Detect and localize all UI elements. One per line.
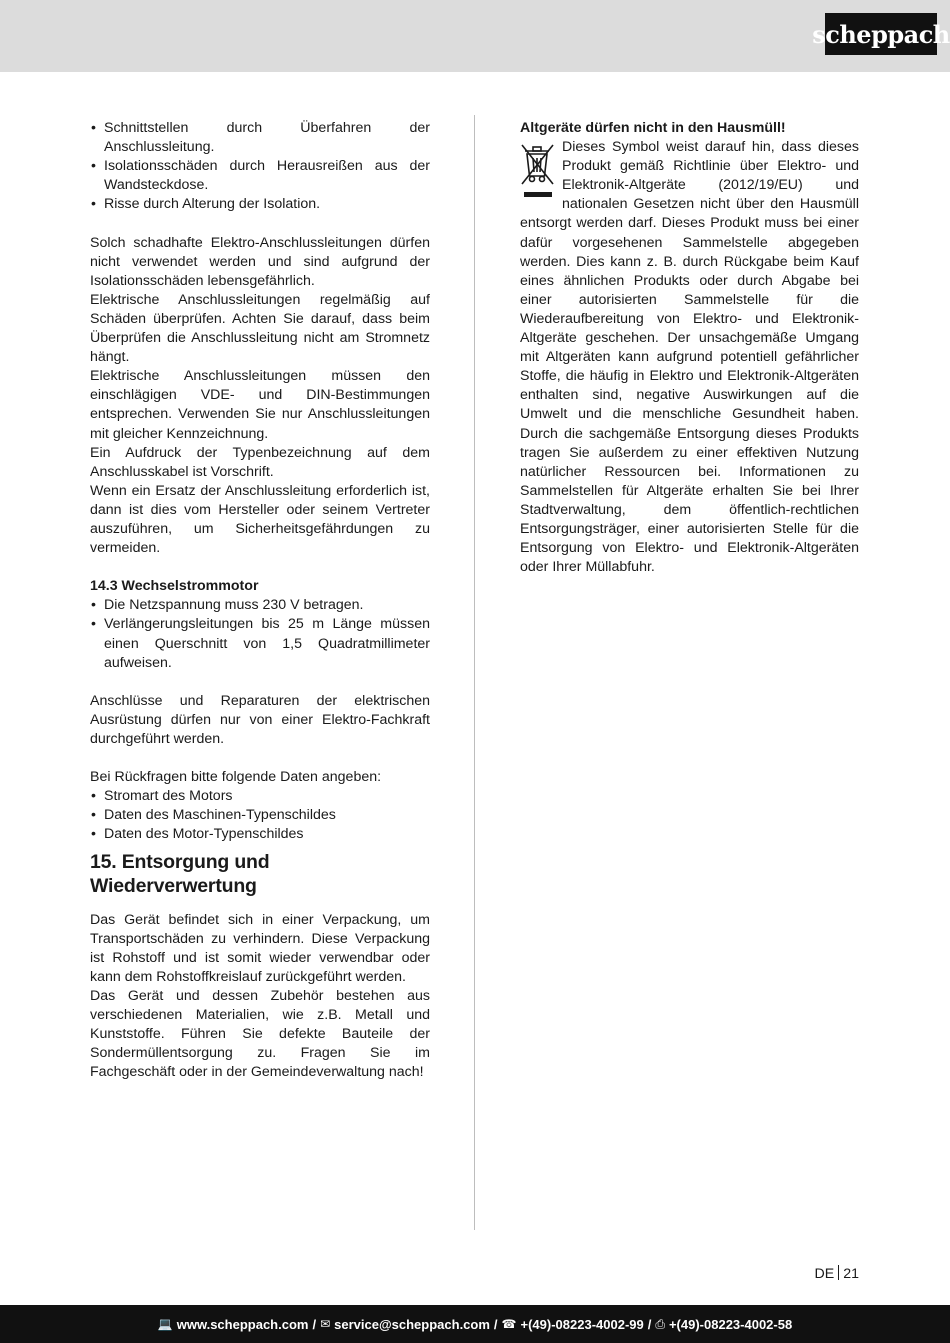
brand-logo: [812, 13, 950, 55]
list-item: • Isolationsschäden durch Herausreißen aus der Wandsteckdose.: [90, 157, 430, 195]
inquiry-data-list: [90, 787, 430, 844]
section-heading: 15. Entsorgung und Wiederverwertung: [90, 850, 270, 897]
paragraph: Solch schadhafte Elektro-Anschlussleitungen dürfen nicht verwendet werden und sind aufgrund der Isolationsschäden lebensgefährlich.: [90, 234, 430, 289]
paragraph: Das Gerät befindet sich in einer Verpackung, um Transportschäden zu verhindern. Diese Verpackung ist Rohstoff und ist somit wieder verwendbar oder kann dem Rohstoffkreislauf zurückgeführt werden.: [90, 911, 430, 985]
computer-icon: 💻: [157, 1317, 173, 1331]
paragraph: Elektrische Anschlussleitungen müssen den einschlägigen VDE- und DIN-Bestimmungen entsprechen. Verwenden Sie nur Anschlussleitungen mit gleicher Kennzeichnung.: [90, 368, 430, 442]
motor-heading: 14.3 Wechselstrommotor: [90, 578, 259, 595]
disposal-heading: Altgeräte dürfen nicht in den Hausmüll!: [520, 120, 786, 136]
footer-bar: [0, 1305, 950, 1343]
list-item: • Schnittstellen durch Überfahren der Anschlussleitung.: [90, 119, 430, 157]
list-item: • Risse durch Alterung der Isolation.: [90, 195, 430, 214]
fax-icon: ⎙: [655, 1316, 665, 1331]
right-column: [520, 119, 859, 577]
crossed-out-bin-icon: [520, 142, 556, 202]
paragraph: Ein Aufdruck der Typenbezeichnung auf dem Anschlusskabel ist Vorschrift.: [90, 444, 430, 480]
motor-list: [90, 596, 430, 672]
page-language: DE: [814, 1266, 835, 1282]
paragraph: Das Gerät und dessen Zubehör bestehen aus verschiedenen Materialien, wie z.B. Metall und Kunststoffe. Führen Sie defekte Bauteile der Sondermüllentsorgung zu. Fragen Sie im Fachgeschäft oder in der Gemeindeverwaltung nach!: [90, 987, 430, 1081]
cable-damage-list: [90, 119, 430, 214]
footer-separator: /: [312, 1316, 317, 1332]
paragraph: Bei Rückfragen bitte folgende Daten angeben:: [90, 769, 382, 786]
list-item: • Stromart des Motors: [90, 787, 430, 806]
list-item: • Daten des Maschinen-Typenschildes: [90, 806, 430, 825]
page-number-divider: [838, 1265, 839, 1280]
list-item: • Daten des Motor-Typenschildes: [90, 825, 430, 844]
footer-fax: +(49)-08223-4002-58: [668, 1316, 793, 1332]
paragraph: Wenn ein Ersatz der Anschlussleitung erforderlich ist, dann ist dies vom Hersteller oder seinem Vertreter auszuführen, um Sicherheitsgefährdungen zu vermeiden.: [90, 482, 430, 557]
phone-icon: ☎: [501, 1317, 517, 1331]
header-band: [0, 0, 950, 72]
page-number-value: 21: [843, 1266, 859, 1282]
paragraph: Anschlüsse und Reparaturen der elektrischen Ausrüstung dürfen nur von einer Elektro-Fachkraft durchgeführt werden.: [90, 692, 430, 747]
footer-email[interactable]: service@scheppach.com: [334, 1316, 490, 1332]
paragraph: Elektrische Anschlussleitungen regelmäßig auf Schäden überprüfen. Achten Sie darauf, dass beim Überprüfen die Anschlussleitung nicht am Stromnetz hängt.: [90, 291, 430, 366]
page-number: [800, 1265, 859, 1283]
mail-icon: ✉: [320, 1317, 331, 1331]
footer-website[interactable]: www.scheppach.com: [176, 1316, 309, 1332]
left-column: [90, 119, 430, 1082]
list-item: • Die Netzspannung muss 230 V betragen.: [90, 596, 430, 615]
footer-separator: /: [647, 1316, 652, 1332]
footer-phone: +(49)-08223-4002-99: [520, 1316, 644, 1332]
footer-separator: /: [493, 1316, 498, 1332]
brand-logo-text: scheppach: [812, 19, 950, 49]
disposal-paragraph: Dieses Symbol weist darauf hin, dass dieses Produkt gemäß Richtlinie über Elektro- und Elektronik-Altgeräte (2012/19/EU) und nationalen Gesetzen nicht über den Hausmüll entsorgt werden darf. Dieses Produkt muss bei einer dafür vorgesehenen Sammelstelle abgegeben werden. Dies kann z. B. durch Rückgabe beim Kauf eines ähnlichen Produkts oder durch Abgabe bei einer autorisierten Sammelstelle für die Wiederaufbereitung von Elektro- und Elektronik-Altgeräte geschehen. Der unsachgemäße Umgang mit Altgeräten kann aufgrund potentiell gefährlicher Stoffe, die häufig in Elektro und Elektronik-Altgeräten enthalten sind, negative Auswirkungen auf die Umwelt und die menschliche Gesundheit haben. Durch die sachgemäße Entsorgung dieses Produkts tragen Sie außerdem zu einer effektiven Nutzung natürlicher Ressourcen bei. Informationen zu Sammelstellen für Altgeräte erhalten Sie bei Ihrer Stadtverwaltung, dem öffentlich-rechtlichen Entsorgungsträger, einer autorisierten Stelle für die Entsorgung von Elektro- und Elektronik-Altgeräten oder Ihrer Müllabfuhr.: [520, 139, 859, 576]
column-divider: [474, 115, 475, 1230]
list-item: • Verlängerungsleitungen bis 25 m Länge müssen einen Querschnitt von 1,5 Quadratmillimeter aufweisen.: [90, 615, 430, 672]
